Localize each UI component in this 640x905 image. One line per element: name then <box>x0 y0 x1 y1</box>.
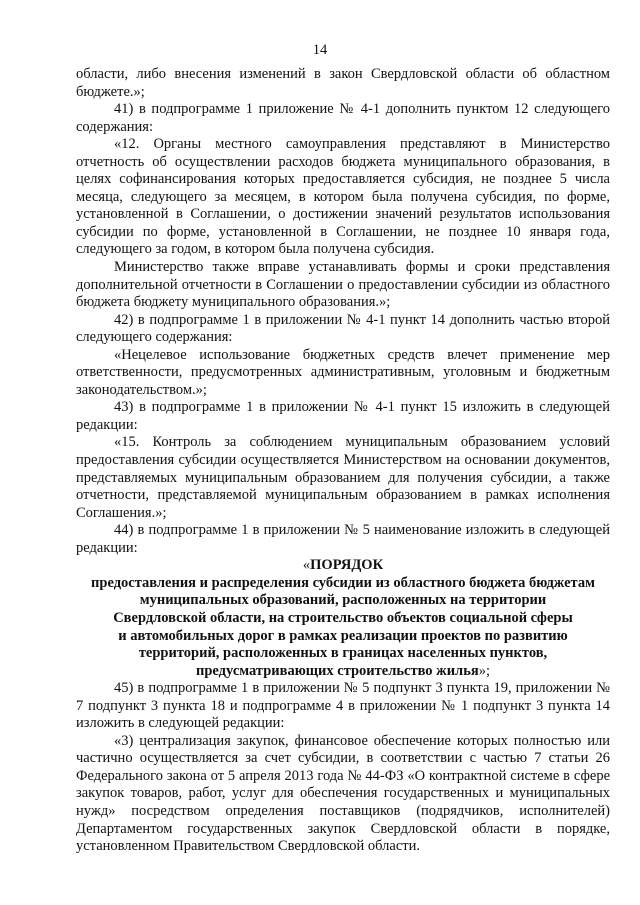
page-number: 14 <box>312 42 328 58</box>
paragraph-quote-15: «15. Контроль за соблюдением муниципальным образованием условий предоставления субсидии осуществляется Министерством на основании документов, представляемых муниципальным образованием для получения субсидии, а также отчетности, представляемой муниципальным образованием в рамках исполнения Соглашения.»; <box>76 434 610 521</box>
heading-close-quote: »; <box>478 662 490 679</box>
heading-line: и автомобильных дорог в рамках реализации проектов по развитию <box>118 627 568 644</box>
heading-title-line <box>76 557 610 575</box>
paragraph-item-45: 45) в подпрограмме 1 в приложении № 5 подпункт 3 пункта 19, приложении № 7 подпункт 3 пункта 18 и подпрограмме 4 в приложении № 1 подпункт 3 пункта 14 изложить в следующей редакции: <box>76 680 610 732</box>
paragraph-item-41: 41) в подпрограмме 1 приложение № 4-1 дополнить пунктом 12 следующего содержания: <box>76 101 610 135</box>
paragraph-continuation: области, либо внесения изменений в закон Свердловской области об областном бюджете.»; <box>76 66 610 100</box>
heading-line: муниципальных образований, расположенных на территории <box>139 592 547 609</box>
paragraph-item-43: 43) в подпрограмме 1 в приложении № 4-1 пункт 15 изложить в следующей редакции: <box>76 399 610 433</box>
paragraph-quote-3: «3) централизация закупок, финансовое обеспечение которых полностью или частично осуществляется за счет субсидии, в соответствии с частью 7 статьи 26 Федерального закона от 5 апреля 2013 года № 44-ФЗ «О контрактной системе в сфере закупок товаров, работ, услуг для обеспечения государственных и муниципальных нужд» посредством определения поставщиков (подрядчиков, исполнителей) Департаментом государственных закупок Свердловской области в порядке, установленном Правительством Свердловской области. <box>76 732 610 855</box>
heading-line: предусматривающих строительство жилья <box>196 662 479 679</box>
heading-line: территорий, расположенных в границах населенных пунктов, <box>138 645 548 662</box>
heading-open-quote: « <box>302 557 311 574</box>
procedure-heading <box>76 557 610 680</box>
paragraph-ministry: Министерство также вправе устанавливать формы и сроки представления дополнительной отчетности в Соглашении о предоставлении субсидии из областного бюджета бюджету муниципального образования.»; <box>76 259 610 311</box>
heading-last-line <box>76 663 610 681</box>
heading-line: Свердловской области, на строительство объектов социальной сферы <box>113 609 573 626</box>
paragraph-quote-misuse: «Нецелевое использование бюджетных средств влечет применение мер ответственности, предусмотренных административным, уголовным и бюджетным законодательством.»; <box>76 346 610 398</box>
paragraph-item-42: 42) в подпрограмме 1 в приложении № 4-1 пункт 14 дополнить частью второй следующего содержания: <box>76 311 610 346</box>
paragraph-quote-12: «12. Органы местного самоуправления представляют в Министерство отчетность об осуществлении расходов бюджета муниципального образования, в целях софинансирования которых предоставляется субсидия, не позднее 5 числа месяца, следующего за месяцем, в котором была получена субсидия, по форме, установленной в Соглашении, о достижении значений результатов использования субсидии по форме, установленной в Соглашении, не позднее 10 января года, следующего за годом, в котором была получена субсидия. <box>76 136 610 258</box>
heading-line: предоставления и распределения субсидии из областного бюджета бюджетам <box>91 574 595 591</box>
paragraph-item-44: 44) в подпрограмме 1 в приложении № 5 наименование изложить в следующей редакции: <box>76 522 610 556</box>
heading-title: ПОРЯДОК <box>310 557 384 574</box>
document-body <box>76 66 610 856</box>
